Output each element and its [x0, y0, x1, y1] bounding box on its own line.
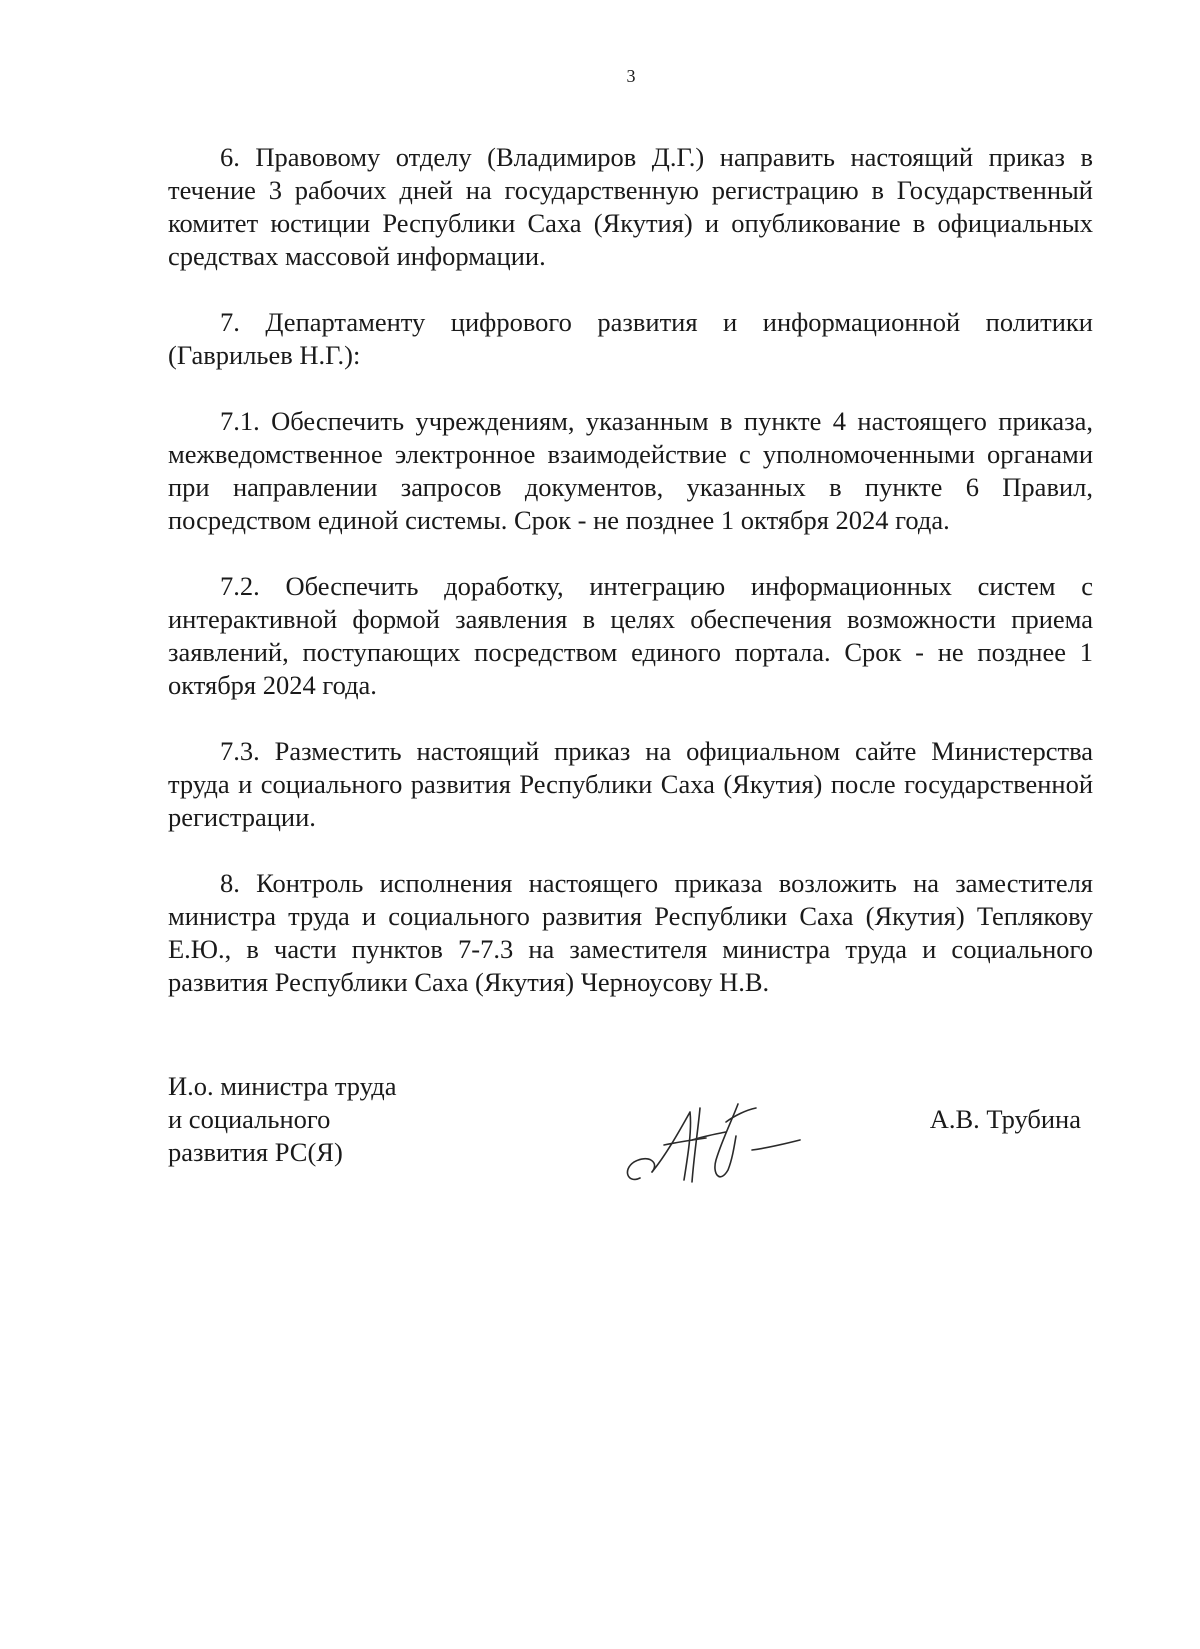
paragraph-7: 7. Департаменту цифрового развития и информационной политики (Гаврильев Н.Г.): [168, 307, 1093, 370]
document-body [168, 141, 1093, 999]
paragraph-7-3: 7.3. Разместить настоящий приказ на официальном сайте Министерства труда и социального развития Республики Саха (Якутия) после государственной регистрации. [168, 736, 1093, 832]
signatory-title [168, 1070, 397, 1169]
signatory-title-line-2: и социального [168, 1104, 331, 1134]
paragraph-7-1: 7.1. Обеспечить учреждениям, указанным в пункте 4 настоящего приказа, межведомственное электронное взаимодействие с уполномоченными органами при направлении запросов документов, указанных в пункте 6 Правил, посредством единой системы. Срок - не позднее 1 октября 2024 года. [168, 406, 1093, 535]
signatory-title-line-3: развития РС(Я) [168, 1137, 343, 1167]
paragraph-7-2: 7.2. Обеспечить доработку, интеграцию информационных систем с интерактивной формой заявления в целях обеспечения возможности приема заявлений, поступающих посредством единого портала. Срок - не позднее 1 октября 2024 года. [168, 571, 1093, 700]
page-number: 3 [626, 66, 636, 86]
signatory-title-line-1: И.о. министра труда [168, 1071, 397, 1101]
signature-block [168, 1070, 1093, 1190]
paragraph-6: 6. Правовому отделу (Владимиров Д.Г.) направить настоящий приказ в течение 3 рабочих дней на государственную регистрацию в Государственный комитет юстиции Республики Саха (Якутия) и опубликование в официальных средствах массовой информации. [168, 142, 1093, 271]
signatory-name: А.В. Трубина [929, 1104, 1081, 1134]
handwritten-signature [608, 1100, 808, 1195]
paragraph-8: 8. Контроль исполнения настоящего приказа возложить на заместителя министра труда и социального развития Республики Саха (Якутия) Теплякову Е.Ю., в части пунктов 7-7.3 на заместителя министра труда и социального развития Республики Саха (Якутия) Черноусову Н.В. [168, 868, 1093, 997]
